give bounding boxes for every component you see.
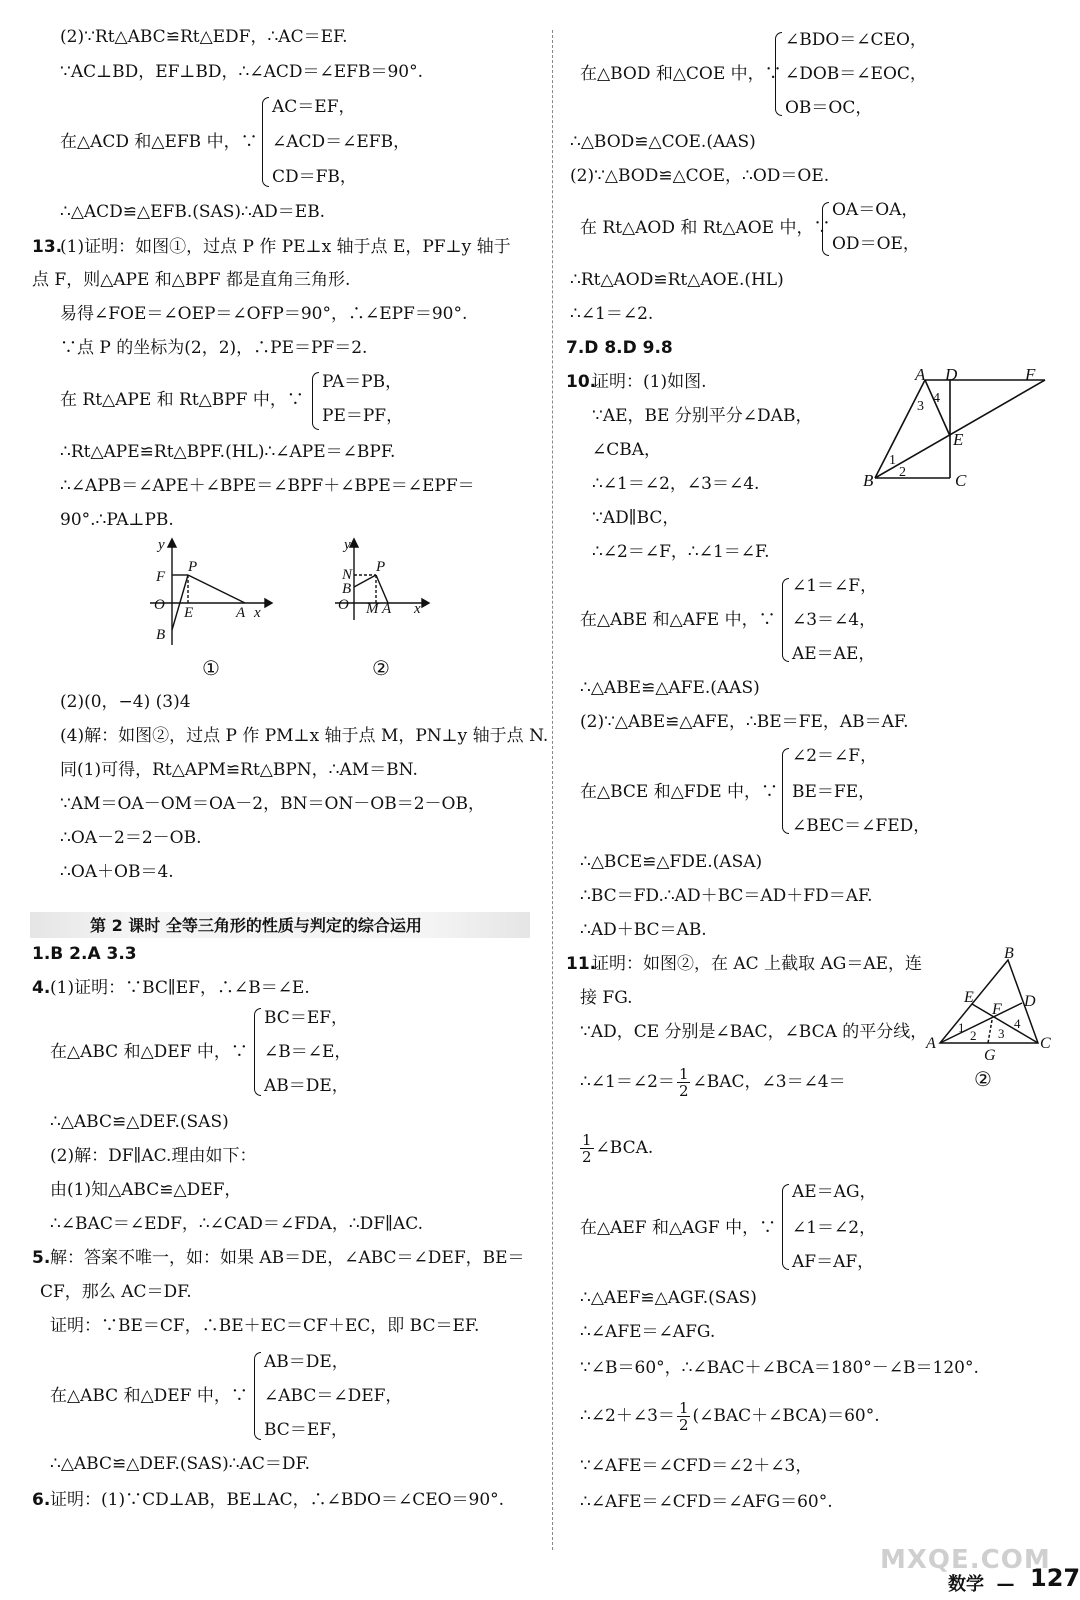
system-line: ∠B＝∠E， bbox=[264, 1042, 352, 1062]
text-line: ∴BC＝FD.∴AD＋BC＝AD＋FD＝AF. bbox=[580, 886, 873, 906]
text-line: ∴△ABC≌△DEF.(SAS)∴AC＝DF. bbox=[50, 1454, 311, 1474]
text-line: 在 Rt△AOD 和 Rt△AOE 中，∵ bbox=[580, 218, 831, 238]
fig-label: B bbox=[156, 627, 166, 643]
system-brace bbox=[262, 97, 269, 187]
coordinate-figures bbox=[140, 535, 450, 685]
answer-line: 7.D 8.D 9.8 bbox=[566, 338, 673, 358]
text-line: 点 F，则△APE 和△BPF 都是直角三角形. bbox=[32, 270, 351, 290]
system-brace bbox=[254, 1352, 261, 1440]
text-line: 在△AEF 和△AGF 中，∵ bbox=[580, 1218, 777, 1238]
column-divider bbox=[552, 30, 553, 1550]
fig-label: x bbox=[414, 601, 421, 617]
system-line: OD＝OE， bbox=[832, 234, 920, 254]
system-brace bbox=[775, 32, 782, 116]
system-line: BC＝EF， bbox=[264, 1008, 349, 1028]
text-line: ∵∠AFE＝∠CFD＝∠2＋∠3， bbox=[580, 1456, 813, 1476]
watermark: MXQE.COM bbox=[880, 1545, 1051, 1575]
fig-label: P bbox=[376, 559, 386, 575]
system-line: AB＝DE， bbox=[264, 1076, 349, 1096]
text-line: (2)∵△ABE≌△AFE，∴BE＝FE，AB＝AF. bbox=[580, 712, 909, 732]
footer-subject: 数学 — bbox=[948, 1574, 1015, 1595]
text-line: ∴△ABC≌△DEF.(SAS) bbox=[50, 1112, 229, 1132]
fig-label: x bbox=[254, 605, 261, 621]
text-line: (2)∵Rt△ABC≌Rt△EDF，∴AC＝EF. bbox=[60, 27, 348, 47]
text-line: (4)解：如图②，过点 P 作 PM⊥x 轴于点 M，PN⊥y 轴于点 N. bbox=[60, 726, 549, 746]
system-line: BC＝EF， bbox=[264, 1420, 349, 1440]
fig-label: y bbox=[158, 537, 165, 553]
system-line: ∠ACD＝∠EFB， bbox=[272, 132, 411, 152]
text-line: CF，那么 AC＝DF. bbox=[40, 1282, 192, 1302]
question-number: 5. bbox=[32, 1248, 51, 1268]
figure-q11 bbox=[926, 945, 1060, 1091]
fig-label: B bbox=[342, 581, 352, 597]
fig-label: B bbox=[863, 471, 874, 490]
system-line: ∠ABC＝∠DEF， bbox=[264, 1386, 403, 1406]
fig-label: ② bbox=[372, 656, 390, 680]
fig-label: C bbox=[1040, 1035, 1051, 1052]
text-line: (1)证明：∵BC∥EF，∴∠B＝∠E. bbox=[50, 978, 310, 998]
figure-q10 bbox=[863, 365, 1065, 495]
text-line: 由(1)知△ABC≌△DEF， bbox=[50, 1180, 242, 1200]
text-line: ∴AD＋BC＝AB. bbox=[580, 920, 707, 940]
fig-label: N bbox=[342, 567, 353, 583]
text-line: 证明：∵BE＝CF，∴BE＋EC＝CF＋EC，即 BC＝EF. bbox=[50, 1316, 480, 1336]
system-brace bbox=[782, 748, 789, 834]
fig-label: 2 bbox=[899, 465, 906, 480]
text-line: ∴△BCE≌△FDE.(ASA) bbox=[580, 852, 763, 872]
text-line: ∴△AEF≌△AGF.(SAS) bbox=[580, 1288, 757, 1308]
question-number: 13. bbox=[32, 237, 63, 257]
text-line: 证明：如图②，在 AC 上截取 AG＝AE，连 bbox=[592, 954, 923, 974]
fig-label: O bbox=[338, 597, 349, 613]
text-line: ∵点 P 的坐标为(2，2)，∴PE＝PF＝2. bbox=[60, 338, 368, 358]
text-line: 在△ABC 和△DEF 中，∵ bbox=[50, 1042, 248, 1062]
text-line: 在△BOD 和△COE 中，∵ bbox=[580, 64, 782, 84]
text-segment: ∴∠1＝∠2＝ bbox=[580, 1072, 675, 1092]
fig-label: 2 bbox=[970, 1028, 977, 1043]
system-brace bbox=[254, 1008, 261, 1096]
system-line: ∠2＝∠F， bbox=[792, 746, 878, 766]
text-line: ∵AM＝OA－OM＝OA－2，BN＝ON－OB＝2－OB， bbox=[60, 794, 485, 814]
text-line: 接 FG. bbox=[580, 988, 633, 1008]
fig-label: D bbox=[945, 365, 958, 384]
text-line: ∵AE，BE 分别平分∠DAB， bbox=[592, 406, 813, 426]
fig-label: E bbox=[184, 605, 194, 621]
text-line: ∵AC⊥BD，EF⊥BD，∴∠ACD＝∠EFB＝90°. bbox=[60, 62, 423, 82]
text-line: ∵AD∥BC， bbox=[592, 508, 680, 528]
text-line: ∴∠AFE＝∠AFG. bbox=[580, 1322, 716, 1342]
system-line: AB＝DE， bbox=[264, 1352, 349, 1372]
system-line: ∠BDO＝∠CEO， bbox=[785, 30, 927, 50]
text-line: 90°.∴PA⊥PB. bbox=[60, 510, 174, 530]
section-title: 第 2 课时 全等三角形的性质与判定的综合运用 bbox=[90, 916, 422, 935]
answer-line: 1.B 2.A 3.3 bbox=[32, 944, 137, 964]
figure-1 bbox=[150, 539, 272, 645]
system-line: AE＝AG， bbox=[792, 1182, 877, 1202]
text-line: 在△ABE 和△AFE 中，∵ bbox=[580, 610, 776, 630]
text-line bbox=[580, 1400, 880, 1433]
text-line: 解：答案不唯一，如：如果 AB＝DE，∠ABC＝∠DEF，BE＝ bbox=[50, 1248, 525, 1268]
text-line: 在△BCE 和△FDE 中，∵ bbox=[580, 782, 779, 802]
text-line: 易得∠FOE＝∠OEP＝∠OFP＝90°，∴∠EPF＝90°. bbox=[60, 304, 468, 324]
fig-label: B bbox=[1004, 945, 1014, 962]
system-line: PA＝PB， bbox=[322, 372, 403, 392]
text-line bbox=[580, 1066, 846, 1099]
question-number: 11. bbox=[566, 954, 597, 974]
system-line: ∠1＝∠F， bbox=[792, 576, 878, 596]
fig-label: y bbox=[344, 537, 351, 553]
system-line: ∠3＝∠4， bbox=[792, 610, 877, 630]
text-line: ∠CBA， bbox=[592, 440, 662, 460]
fig-label: F bbox=[156, 569, 166, 585]
fig-label: O bbox=[154, 597, 165, 613]
text-line: ∴Rt△APE≌Rt△BPF.(HL)∴∠APE＝∠BPF. bbox=[60, 442, 396, 462]
question-number: 10. bbox=[566, 372, 597, 392]
system-line: ∠DOB＝∠EOC， bbox=[785, 64, 927, 84]
text-line: ∴△ABE≌△AFE.(AAS) bbox=[580, 678, 760, 698]
fig-label: M bbox=[366, 601, 379, 617]
system-brace bbox=[822, 202, 829, 256]
text-line: ∴∠BAC＝∠EDF，∴∠CAD＝∠FDA，∴DF∥AC. bbox=[50, 1214, 424, 1234]
text-line: ∴OA－2＝2－OB. bbox=[60, 828, 202, 848]
text-line: 证明：(1)∵CD⊥AB，BE⊥AC，∴∠BDO＝∠CEO＝90°. bbox=[50, 1490, 505, 1510]
fig-label: A bbox=[915, 365, 926, 384]
fig-label: 4 bbox=[1014, 1016, 1021, 1031]
text-line: ∵∠B＝60°，∴∠BAC＋∠BCA＝180°－∠B＝120°. bbox=[580, 1358, 979, 1378]
fig-label: E bbox=[964, 989, 974, 1006]
text-segment: (∠BAC＋∠BCA)＝60°. bbox=[692, 1406, 880, 1426]
system-line: ∠BEC＝∠FED， bbox=[792, 816, 931, 836]
system-line: PE＝PF， bbox=[322, 406, 404, 426]
system-line: ∠1＝∠2， bbox=[792, 1218, 877, 1238]
system-brace bbox=[782, 1184, 789, 1270]
text-line: ∴△ACD≌△EFB.(SAS)∴AD＝EB. bbox=[60, 202, 326, 222]
fraction: $\frac{1}{2}$ bbox=[582, 1131, 592, 1166]
text-line: 证明：(1)如图. bbox=[592, 372, 707, 392]
page-number: 127 bbox=[1030, 1564, 1080, 1592]
fig-label: F bbox=[992, 1001, 1002, 1018]
fig-label: A bbox=[382, 601, 392, 617]
fraction: $\frac{1}{2}$ bbox=[678, 1399, 689, 1434]
fig-label: 3 bbox=[998, 1026, 1005, 1041]
fig-label: P bbox=[188, 559, 198, 575]
text-line: 在△ABC 和△DEF 中，∵ bbox=[50, 1386, 248, 1406]
fig-label: ② bbox=[974, 1067, 992, 1091]
fig-label: 3 bbox=[917, 399, 924, 414]
text-line bbox=[578, 1132, 653, 1165]
text-line: (2)∵△BOD≌△COE，∴OD＝OE. bbox=[570, 166, 830, 186]
fig-label: E bbox=[953, 430, 964, 449]
text-line: (1)证明：如图①，过点 P 作 PE⊥x 轴于点 E，PF⊥y 轴于 bbox=[60, 237, 511, 257]
system-brace bbox=[312, 372, 319, 430]
fig-label: D bbox=[1024, 993, 1036, 1010]
text-line: (2)解：DF∥AC.理由如下： bbox=[50, 1146, 257, 1166]
fig-label: A bbox=[926, 1035, 936, 1052]
fig-label: 4 bbox=[933, 391, 940, 406]
system-line: BE＝FE， bbox=[792, 782, 876, 802]
text-segment: ∠BAC，∠3＝∠4＝ bbox=[692, 1072, 846, 1092]
question-number: 4. bbox=[32, 978, 51, 998]
text-segment: ∴∠2＋∠3＝ bbox=[580, 1406, 675, 1426]
system-line: AC＝EF， bbox=[272, 97, 356, 117]
text-line: ∴∠2＝∠F，∴∠1＝∠F. bbox=[592, 542, 770, 562]
text-line: ∴∠1＝∠2. bbox=[570, 304, 654, 324]
fig-label: ① bbox=[202, 656, 220, 680]
text-line: (2)(0，−4) (3)4 bbox=[60, 692, 191, 712]
text-line: 在△ACD 和△EFB 中，∵ bbox=[60, 132, 258, 152]
text-line: ∴OA＋OB＝4. bbox=[60, 862, 174, 882]
fig-label: G bbox=[984, 1047, 996, 1064]
text-line: ∴△BOD≌△COE.(AAS) bbox=[570, 132, 756, 152]
fig-label: 1 bbox=[958, 1020, 965, 1035]
text-line: 同(1)可得，Rt△APM≌Rt△BPN，∴AM＝BN. bbox=[60, 760, 418, 780]
text-line: ∵AD，CE 分别是∠BAC，∠BCA 的平分线， bbox=[580, 1022, 928, 1042]
text-line: ∴∠1＝∠2，∠3＝∠4. bbox=[592, 474, 760, 494]
system-line: AF＝AF， bbox=[792, 1252, 875, 1272]
system-line: AE＝AE， bbox=[792, 644, 876, 664]
text-line: 在 Rt△APE 和 Rt△BPF 中，∵ bbox=[60, 390, 304, 410]
system-line: OB＝OC， bbox=[785, 98, 873, 118]
fig-label: A bbox=[236, 605, 246, 621]
system-line: OA＝OA， bbox=[832, 200, 919, 220]
fig-label: F bbox=[1025, 365, 1036, 384]
text-line: ∴Rt△AOD≌Rt△AOE.(HL) bbox=[570, 270, 784, 290]
system-line: CD＝FB， bbox=[272, 167, 357, 187]
system-brace bbox=[782, 578, 789, 662]
text-line: ∴∠AFE＝∠CFD＝∠AFG＝60°. bbox=[580, 1492, 833, 1512]
fig-label: 1 bbox=[889, 453, 896, 468]
text-segment: ∠BCA. bbox=[595, 1138, 654, 1158]
question-number: 6. bbox=[32, 1490, 51, 1510]
text-line: ∴∠APB＝∠APE＋∠BPE＝∠BPF＋∠BPE＝∠EPF＝ bbox=[60, 476, 475, 496]
fraction: $\frac{1}{2}$ bbox=[678, 1065, 689, 1100]
fig-label: C bbox=[955, 471, 967, 490]
